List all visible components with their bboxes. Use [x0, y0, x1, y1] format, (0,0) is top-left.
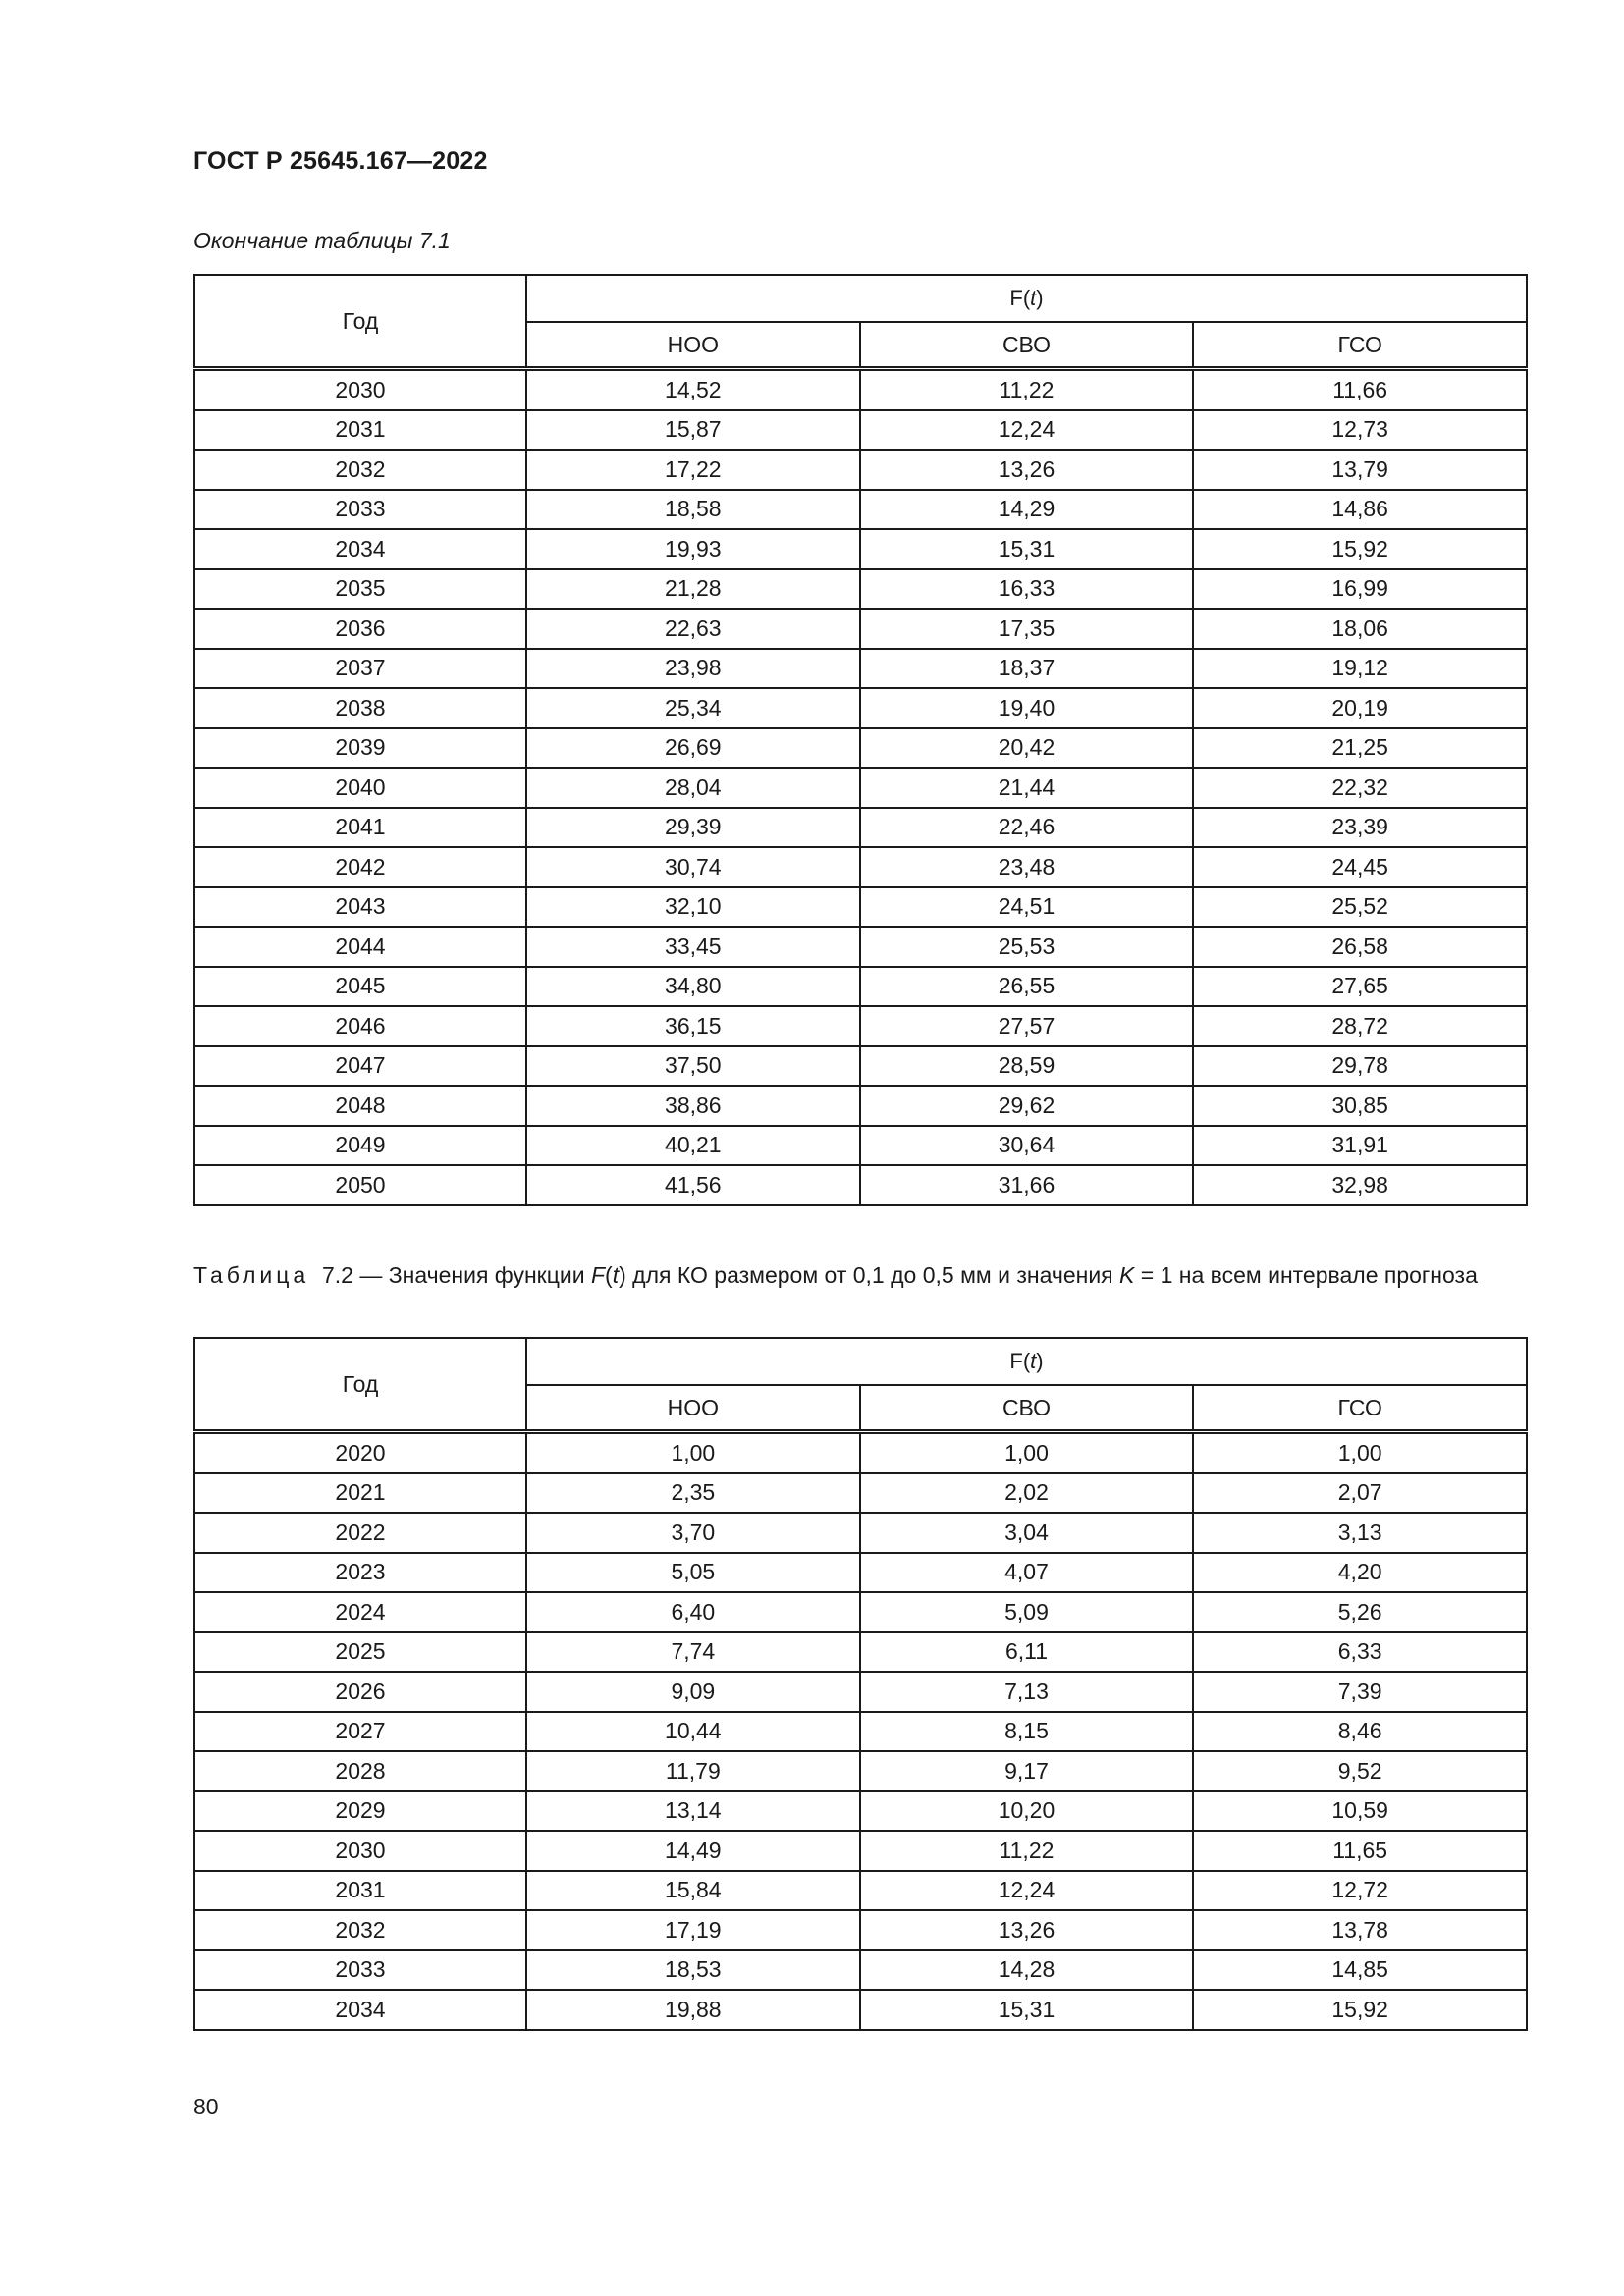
table-caption-t: t: [612, 1262, 620, 1288]
f-label: F(: [1009, 286, 1031, 310]
cell-gso: 20,19: [1193, 688, 1527, 728]
table-7-1-continuation: [193, 274, 1528, 1206]
cell-svo: 13,26: [860, 450, 1194, 490]
cell-noo: 28,04: [526, 768, 860, 808]
cell-year: 2032: [194, 1910, 526, 1950]
cell-noo: 19,88: [526, 1990, 860, 2030]
cell-gso: 7,39: [1193, 1672, 1527, 1712]
cell-svo: 30,64: [860, 1126, 1194, 1166]
cell-gso: 10,59: [1193, 1791, 1527, 1832]
column-header-year: Год: [194, 275, 526, 369]
cell-gso: 23,39: [1193, 808, 1527, 848]
cell-svo: 31,66: [860, 1165, 1194, 1205]
cell-year: 2031: [194, 1871, 526, 1911]
table-row: [194, 450, 1527, 490]
cell-noo: 7,74: [526, 1632, 860, 1673]
table-body: [194, 369, 1527, 1205]
cell-gso: 9,52: [1193, 1751, 1527, 1791]
cell-gso: 2,07: [1193, 1473, 1527, 1514]
table-row: [194, 1006, 1527, 1046]
cell-svo: 2,02: [860, 1473, 1194, 1514]
cell-noo: 6,40: [526, 1592, 860, 1632]
cell-noo: 29,39: [526, 808, 860, 848]
cell-svo: 12,24: [860, 1871, 1194, 1911]
column-header-svo: СВО: [860, 322, 1194, 369]
cell-svo: 3,04: [860, 1513, 1194, 1553]
table-row: [194, 1831, 1527, 1871]
cell-noo: 14,52: [526, 369, 860, 410]
cell-noo: 40,21: [526, 1126, 860, 1166]
table-row: [194, 569, 1527, 610]
cell-noo: 5,05: [526, 1553, 860, 1593]
cell-year: 2037: [194, 649, 526, 689]
page-number: 80: [193, 2094, 219, 2119]
document-header: ГОСТ Р 25645.167—2022: [193, 147, 488, 175]
table-row: [194, 490, 1527, 530]
cell-noo: 17,19: [526, 1910, 860, 1950]
cell-noo: 18,53: [526, 1950, 860, 1991]
cell-gso: 3,13: [1193, 1513, 1527, 1553]
cell-year: 2035: [194, 569, 526, 610]
column-header-gso: ГСО: [1193, 322, 1527, 369]
cell-gso: 5,26: [1193, 1592, 1527, 1632]
cell-gso: 19,12: [1193, 649, 1527, 689]
cell-svo: 11,22: [860, 1831, 1194, 1871]
column-header-noo: НОО: [526, 1385, 860, 1432]
t-label: t: [1030, 286, 1037, 310]
table-row: [194, 410, 1527, 451]
cell-gso: 13,79: [1193, 450, 1527, 490]
cell-gso: 11,65: [1193, 1831, 1527, 1871]
table-row: [194, 967, 1527, 1007]
cell-svo: 6,11: [860, 1632, 1194, 1673]
cell-year: 2020: [194, 1432, 526, 1473]
cell-year: 2038: [194, 688, 526, 728]
cell-gso: 1,00: [1193, 1432, 1527, 1473]
cell-noo: 37,50: [526, 1046, 860, 1087]
cell-gso: 6,33: [1193, 1632, 1527, 1673]
cell-year: 2028: [194, 1751, 526, 1791]
table-row: [194, 1672, 1527, 1712]
cell-svo: 21,44: [860, 768, 1194, 808]
f-label-close: ): [1036, 286, 1044, 310]
cell-svo: 29,62: [860, 1086, 1194, 1126]
table-row: [194, 1632, 1527, 1673]
cell-year: 2030: [194, 369, 526, 410]
cell-year: 2043: [194, 887, 526, 928]
cell-gso: 13,78: [1193, 1910, 1527, 1950]
cell-gso: 14,85: [1193, 1950, 1527, 1991]
cell-gso: 21,25: [1193, 728, 1527, 769]
cell-noo: 14,49: [526, 1831, 860, 1871]
cell-year: 2034: [194, 529, 526, 569]
column-header-svo: СВО: [860, 1385, 1194, 1432]
cell-svo: 27,57: [860, 1006, 1194, 1046]
cell-year: 2021: [194, 1473, 526, 1514]
cell-svo: 15,31: [860, 1990, 1194, 2030]
table-7-2: [193, 1337, 1528, 2031]
cell-svo: 20,42: [860, 728, 1194, 769]
cell-svo: 7,13: [860, 1672, 1194, 1712]
cell-svo: 28,59: [860, 1046, 1194, 1087]
table-caption-text-2: для КО размером от 0,1 до 0,5 мм и значения: [632, 1262, 1113, 1288]
table-row: [194, 1126, 1527, 1166]
table-row: [194, 1592, 1527, 1632]
cell-gso: 31,91: [1193, 1126, 1527, 1166]
cell-year: 2036: [194, 609, 526, 649]
cell-noo: 32,10: [526, 887, 860, 928]
cell-noo: 9,09: [526, 1672, 860, 1712]
table-row: [194, 1046, 1527, 1087]
cell-noo: 15,84: [526, 1871, 860, 1911]
cell-gso: 15,92: [1193, 529, 1527, 569]
table-row: [194, 649, 1527, 689]
cell-svo: 24,51: [860, 887, 1194, 928]
table-body: [194, 1432, 1527, 2030]
cell-gso: 14,86: [1193, 490, 1527, 530]
cell-gso: 22,32: [1193, 768, 1527, 808]
table-row: [194, 609, 1527, 649]
cell-svo: 12,24: [860, 410, 1194, 451]
cell-noo: 33,45: [526, 927, 860, 967]
cell-noo: 22,63: [526, 609, 860, 649]
table-caption-text-1: — Значения функции: [359, 1262, 585, 1288]
cell-gso: 4,20: [1193, 1553, 1527, 1593]
cell-svo: 23,48: [860, 847, 1194, 887]
cell-svo: 15,31: [860, 529, 1194, 569]
cell-noo: 1,00: [526, 1432, 860, 1473]
cell-year: 2050: [194, 1165, 526, 1205]
table-caption-word: Таблица: [193, 1262, 310, 1288]
table-row: [194, 1432, 1527, 1473]
cell-noo: 34,80: [526, 967, 860, 1007]
cell-svo: 14,28: [860, 1950, 1194, 1991]
cell-year: 2047: [194, 1046, 526, 1087]
cell-noo: 18,58: [526, 490, 860, 530]
table-row: [194, 1165, 1527, 1205]
t-label: t: [1030, 1349, 1037, 1373]
cell-year: 2041: [194, 808, 526, 848]
cell-noo: 36,15: [526, 1006, 860, 1046]
cell-svo: 16,33: [860, 569, 1194, 610]
cell-gso: 28,72: [1193, 1006, 1527, 1046]
cell-year: 2029: [194, 1791, 526, 1832]
cell-gso: 12,73: [1193, 410, 1527, 451]
cell-year: 2045: [194, 967, 526, 1007]
f-label: F(: [1009, 1349, 1031, 1373]
cell-gso: 12,72: [1193, 1871, 1527, 1911]
cell-year: 2034: [194, 1990, 526, 2030]
table-row: [194, 808, 1527, 848]
cell-year: 2039: [194, 728, 526, 769]
cell-gso: 26,58: [1193, 927, 1527, 967]
cell-noo: 38,86: [526, 1086, 860, 1126]
cell-svo: 13,26: [860, 1910, 1194, 1950]
cell-noo: 23,98: [526, 649, 860, 689]
column-header-year: Год: [194, 1338, 526, 1432]
cell-gso: 30,85: [1193, 1086, 1527, 1126]
table-row: [194, 847, 1527, 887]
cell-year: 2030: [194, 1831, 526, 1871]
table-caption-k: K: [1119, 1262, 1135, 1288]
cell-gso: 8,46: [1193, 1712, 1527, 1752]
cell-gso: 25,52: [1193, 887, 1527, 928]
cell-svo: 9,17: [860, 1751, 1194, 1791]
cell-gso: 29,78: [1193, 1046, 1527, 1087]
cell-svo: 25,53: [860, 927, 1194, 967]
table-caption-text-3: = 1 на всем интервале прогноза: [1140, 1262, 1478, 1288]
table-caption-f: F: [590, 1262, 606, 1288]
table-row: [194, 688, 1527, 728]
cell-year: 2046: [194, 1006, 526, 1046]
cell-noo: 21,28: [526, 569, 860, 610]
cell-year: 2022: [194, 1513, 526, 1553]
table-row: [194, 1473, 1527, 1514]
cell-year: 2027: [194, 1712, 526, 1752]
cell-year: 2031: [194, 410, 526, 451]
table-row: [194, 529, 1527, 569]
cell-svo: 8,15: [860, 1712, 1194, 1752]
table-row: [194, 768, 1527, 808]
column-group-header-f-t: [526, 1338, 1527, 1385]
cell-noo: 13,14: [526, 1791, 860, 1832]
cell-gso: 24,45: [1193, 847, 1527, 887]
table-row: [194, 1513, 1527, 1553]
cell-svo: 26,55: [860, 967, 1194, 1007]
cell-gso: 15,92: [1193, 1990, 1527, 2030]
table-row: [194, 369, 1527, 410]
cell-noo: 17,22: [526, 450, 860, 490]
cell-year: 2040: [194, 768, 526, 808]
column-header-gso: ГСО: [1193, 1385, 1527, 1432]
cell-noo: 19,93: [526, 529, 860, 569]
table-continuation-caption: Окончание таблицы 7.1: [193, 228, 451, 253]
table-row: [194, 1950, 1527, 1991]
cell-svo: 17,35: [860, 609, 1194, 649]
cell-year: 2023: [194, 1553, 526, 1593]
cell-noo: 11,79: [526, 1751, 860, 1791]
table-row: [194, 1791, 1527, 1832]
cell-svo: 5,09: [860, 1592, 1194, 1632]
cell-svo: 18,37: [860, 649, 1194, 689]
cell-svo: 10,20: [860, 1791, 1194, 1832]
cell-year: 2042: [194, 847, 526, 887]
cell-year: 2048: [194, 1086, 526, 1126]
cell-gso: 11,66: [1193, 369, 1527, 410]
f-label-close: ): [1036, 1349, 1044, 1373]
cell-year: 2033: [194, 1950, 526, 1991]
cell-gso: 32,98: [1193, 1165, 1527, 1205]
cell-year: 2025: [194, 1632, 526, 1673]
cell-gso: 16,99: [1193, 569, 1527, 610]
cell-svo: 1,00: [860, 1432, 1194, 1473]
cell-year: 2026: [194, 1672, 526, 1712]
cell-year: 2032: [194, 450, 526, 490]
cell-noo: 3,70: [526, 1513, 860, 1553]
table-7-2-caption: Таблица 7.2 — Значения функции F(t) для КО размером от 0,1 до 0,5 мм и значения K = 1 на всем интервале прогноза: [193, 1262, 1478, 1288]
table-caption-number: 7.2: [321, 1262, 353, 1288]
cell-svo: 19,40: [860, 688, 1194, 728]
cell-year: 2044: [194, 927, 526, 967]
cell-year: 2049: [194, 1126, 526, 1166]
cell-noo: 30,74: [526, 847, 860, 887]
cell-noo: 10,44: [526, 1712, 860, 1752]
cell-gso: 27,65: [1193, 967, 1527, 1007]
table-row: [194, 1990, 1527, 2030]
column-header-noo: НОО: [526, 322, 860, 369]
cell-noo: 26,69: [526, 728, 860, 769]
table-row: [194, 1910, 1527, 1950]
table-row: [194, 1871, 1527, 1911]
cell-noo: 15,87: [526, 410, 860, 451]
cell-svo: 11,22: [860, 369, 1194, 410]
cell-year: 2024: [194, 1592, 526, 1632]
cell-svo: 4,07: [860, 1553, 1194, 1593]
table-row: [194, 728, 1527, 769]
table-row: [194, 1751, 1527, 1791]
table-row: [194, 927, 1527, 967]
cell-year: 2033: [194, 490, 526, 530]
table-row: [194, 1553, 1527, 1593]
cell-noo: 25,34: [526, 688, 860, 728]
table-row: [194, 1086, 1527, 1126]
table-row: [194, 887, 1527, 928]
cell-svo: 22,46: [860, 808, 1194, 848]
cell-svo: 14,29: [860, 490, 1194, 530]
column-group-header-f-t: [526, 275, 1527, 322]
cell-gso: 18,06: [1193, 609, 1527, 649]
cell-noo: 2,35: [526, 1473, 860, 1514]
table-row: [194, 1712, 1527, 1752]
cell-noo: 41,56: [526, 1165, 860, 1205]
